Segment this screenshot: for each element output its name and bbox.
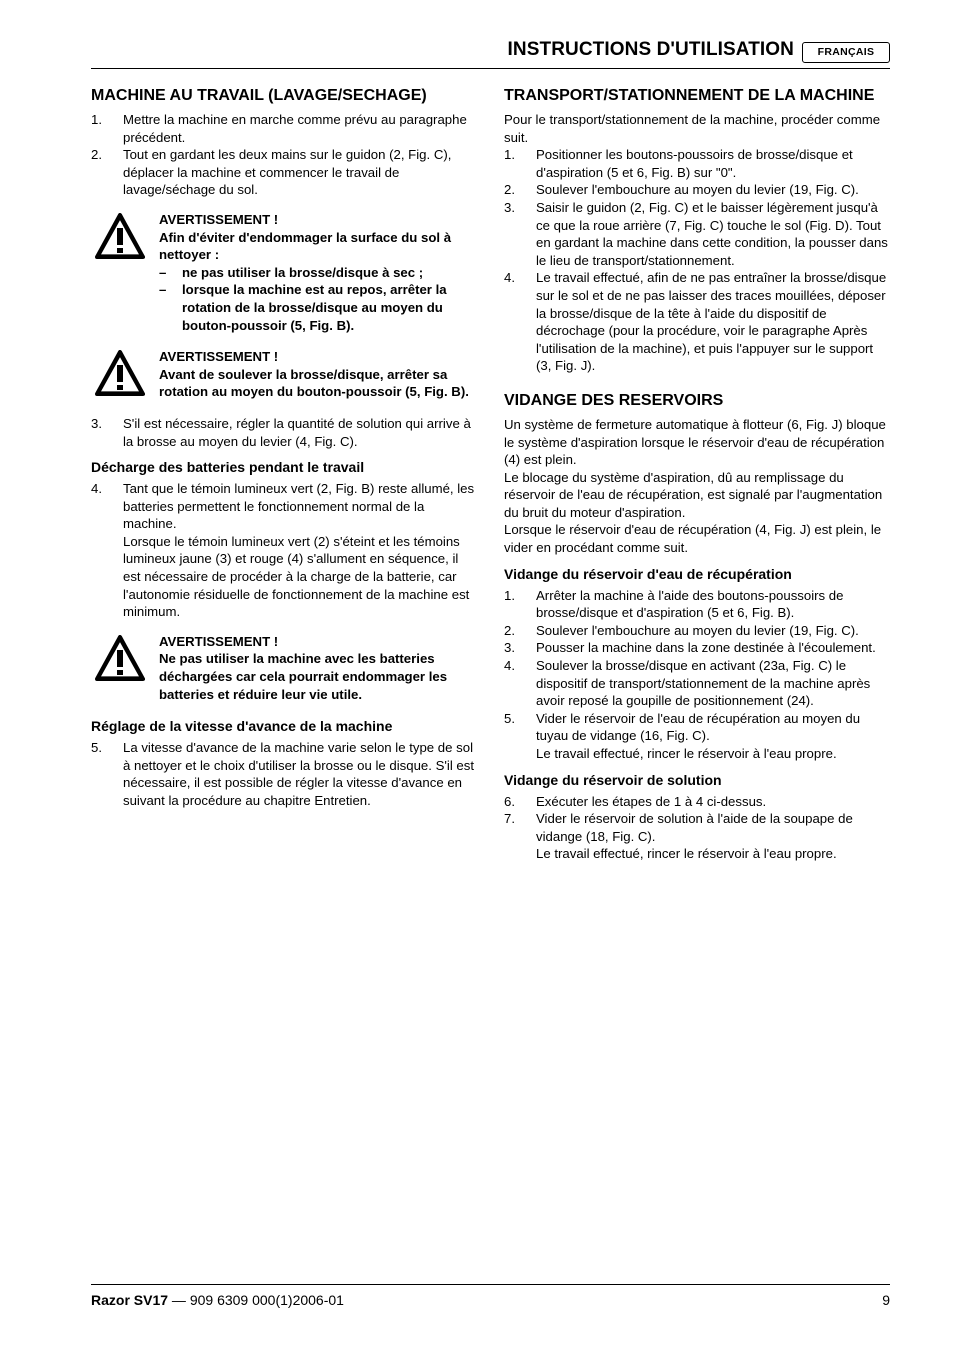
section-title-machine-au-travail: MACHINE AU TRAVAIL (LAVAGE/SECHAGE) <box>91 87 427 104</box>
right-column <box>504 86 890 863</box>
subsection-title: Vidange du réservoir d'eau de récupération <box>504 565 792 582</box>
list-item <box>91 480 477 621</box>
warning-text: Avant de soulever la brosse/disque, arrêter sa rotation au moyen du bouton-poussoir (5, Fig. B). <box>159 366 469 400</box>
steps-list <box>504 146 890 375</box>
step-text: Vider le réservoir de l'eau de récupération au moyen du tuyau de vidange (16, Fig. C). <box>536 710 861 744</box>
warning-block <box>91 348 477 401</box>
list-item <box>504 793 890 811</box>
warning-text: Afin d'éviter d'endommager la surface du sol à nettoyer : <box>159 229 452 263</box>
step-text: Soulever la brosse/disque en activant (23a, Fig. C) le dispositif de transport/stationnement de la machine après avoir reposé la goupille de positionnement (24). <box>536 658 871 709</box>
page-footer <box>91 1284 890 1315</box>
step-number: 2. <box>504 622 515 638</box>
paragraph: Lorsque le réservoir d'eau de récupération (4, Fig. J) est plein, le vider en procédant comme suit. <box>504 522 882 556</box>
step-text: Mettre la machine en marche comme prévu au paragraphe précédent. <box>123 112 467 145</box>
step-number: 4. <box>504 658 515 674</box>
step-text: Soulever l'embouchure au moyen du levier (19, Fig. C). <box>536 182 859 198</box>
list-item <box>91 111 477 146</box>
warning-block <box>91 633 477 703</box>
paragraph: Un système de fermeture automatique à flotteur (6, Fig. J) bloque le système d'aspiration lorsque le réservoir d'eau de récupération (4) est plein. <box>504 416 886 468</box>
steps-list <box>504 793 890 863</box>
step-text: Exécuter les étapes de 1 à 4 ci-dessus. <box>536 793 767 809</box>
footer-doc-info <box>91 1292 344 1310</box>
page-header <box>91 38 890 69</box>
step-text: Saisir le guidon (2, Fig. C) et le baisser légèrement jusqu'à ce que la roue arrière (7, Fig. C) touche le sol (Fig. D). Tout en gardant la machine dans cette condition, la pousser dans le lieu de transport/stationnement. <box>536 199 888 268</box>
left-column <box>91 86 477 810</box>
list-item <box>504 199 890 269</box>
step-text: La vitesse d'avance de la machine varie selon le type de sol à nettoyer et le choix d'utiliser la brosse ou le disque. S'il est nécessaire, il est possible de régler la vitesse d'avance en suivant la procédure au chapitre Entretien. <box>123 740 475 808</box>
steps-list <box>504 587 890 763</box>
warning-bullet: – ne pas utiliser la brosse/disque à sec ; <box>159 264 424 280</box>
intro-paragraph: Pour le transport/stationnement de la machine, procéder comme suit. <box>504 112 881 145</box>
step-number: 4. <box>504 270 515 286</box>
list-item <box>91 415 477 450</box>
warning-title: AVERTISSEMENT ! <box>159 211 279 227</box>
step-text: S'il est nécessaire, régler la quantité de solution qui arrive à la brosse au moyen du levier (4, Fig. C). <box>123 415 471 449</box>
warning-text: Ne pas utiliser la machine avec les batteries déchargées car cela pourrait endommager les batteries et réduire leur vie utile. <box>159 651 448 702</box>
step-number: 6. <box>504 793 515 809</box>
list-item <box>504 622 890 640</box>
step-text: Arrêter la machine à l'aide des boutons-poussoirs de brosse/disque et d'aspiration (5 et 6, Fig. B). <box>536 587 844 621</box>
step-number: 3. <box>504 640 515 656</box>
list-item <box>504 587 890 622</box>
step-number: 4. <box>91 481 102 497</box>
warning-bullet-text: lorsque la machine est au repos, arrêter la rotation de la brosse/disque au moyen du bouton-poussoir (5, Fig. B). <box>182 282 447 333</box>
paragraph: Le blocage du système d'aspiration, dû au remplissage du réservoir de l'eau de récupération, est signalé par l'augmentation du bruit du moteur d'aspiration. <box>504 469 883 520</box>
list-item <box>504 710 890 763</box>
step-text: Soulever l'embouchure au moyen du levier (19, Fig. C). <box>536 622 859 638</box>
step-number: 2. <box>504 182 515 198</box>
step-extra-text: Lorsque le témoin lumineux vert (2) s'éteint et les témoins lumineux jaune (3) et rouge (4) s'allument en séquence, il est nécessaire de procéder à la charge de la batterie, car l'autonomie résiduelle de fonctionnement de la machine est minimum. <box>123 533 470 620</box>
step-text: Pousser la machine dans la zone destinée à l'écoulement. <box>536 640 876 656</box>
language-badge: FRANÇAIS <box>802 42 890 63</box>
step-text: Vider le réservoir de solution à l'aide de la soupape de vidange (18, Fig. C). <box>536 811 853 844</box>
page-number: 9 <box>882 1292 890 1308</box>
steps-list <box>91 111 477 199</box>
step-number: 1. <box>504 587 515 603</box>
footer-model: Razor SV17 <box>91 1292 169 1308</box>
list-item <box>504 181 890 199</box>
list-item <box>91 146 477 199</box>
step-number: 5. <box>91 740 102 756</box>
step-extra-text: Le travail effectué, rincer le réservoir à l'eau propre. <box>536 846 837 862</box>
warning-triangle-icon <box>95 213 145 259</box>
warning-triangle-icon <box>95 635 145 681</box>
list-item <box>504 146 890 181</box>
subsection-title: Vidange du réservoir de solution <box>504 771 722 788</box>
list-item <box>504 269 890 375</box>
section-title-transport: TRANSPORT/STATIONNEMENT DE LA MACHINE <box>504 87 875 104</box>
subsection-title: Décharge des batteries pendant le travail <box>91 459 365 476</box>
step-number: 1. <box>91 112 102 127</box>
step-number: 3. <box>504 199 515 215</box>
list-item <box>504 810 890 863</box>
step-number: 3. <box>91 415 102 431</box>
step-extra-text: Le travail effectué, rincer le réservoir à l'eau propre. <box>536 746 837 761</box>
list-item <box>91 739 477 809</box>
list-item <box>504 657 890 710</box>
warning-block <box>91 211 477 334</box>
step-text: Tout en gardant les deux mains sur le guidon (2, Fig. C), déplacer la machine et commencer le travail de lavage/séchage du sol. <box>123 147 452 198</box>
subsection-title: Réglage de la vitesse d'avance de la machine <box>91 718 393 735</box>
step-number: 7. <box>504 811 515 827</box>
step-text: Tant que le témoin lumineux vert (2, Fig. B) reste allumé, les batteries permettent le fonctionnement normal de la machine. <box>123 481 475 532</box>
header-title: INSTRUCTIONS D'UTILISATION <box>507 39 794 60</box>
footer-doc-ref: — 909 6309 000(1)2006-01 <box>168 1292 344 1308</box>
warning-bullet-text: ne pas utiliser la brosse/disque à sec ; <box>182 264 424 280</box>
list-item <box>504 639 890 657</box>
step-text: Le travail effectué, afin de ne pas entraîner la brosse/disque sur le sol et de ne pas laisser des traces mouillées, déposer la brosse/disque de la tête à l'aide du dispositif de décrochage (pour la procédure, voir le paragraphe Après l'utilisation de la machine), et puis l'appuyer sur le support (3, Fig. J). <box>536 270 887 374</box>
warning-title: AVERTISSEMENT ! <box>159 349 279 365</box>
warning-bullet: – lorsque la machine est au repos, arrêter la rotation de la brosse/disque au moyen du bouton-poussoir (5, Fig. B). <box>159 282 447 333</box>
step-number: 2. <box>91 147 102 163</box>
warning-title: AVERTISSEMENT ! <box>159 633 279 649</box>
step-number: 5. <box>504 710 515 726</box>
section-title-vidange: VIDANGE DES RESERVOIRS <box>504 391 724 409</box>
step-number: 1. <box>504 147 515 163</box>
warning-triangle-icon <box>95 350 145 396</box>
step-text: Positionner les boutons-poussoirs de brosse/disque et d'aspiration (5 et 6, Fig. B) sur "0". <box>536 147 853 180</box>
